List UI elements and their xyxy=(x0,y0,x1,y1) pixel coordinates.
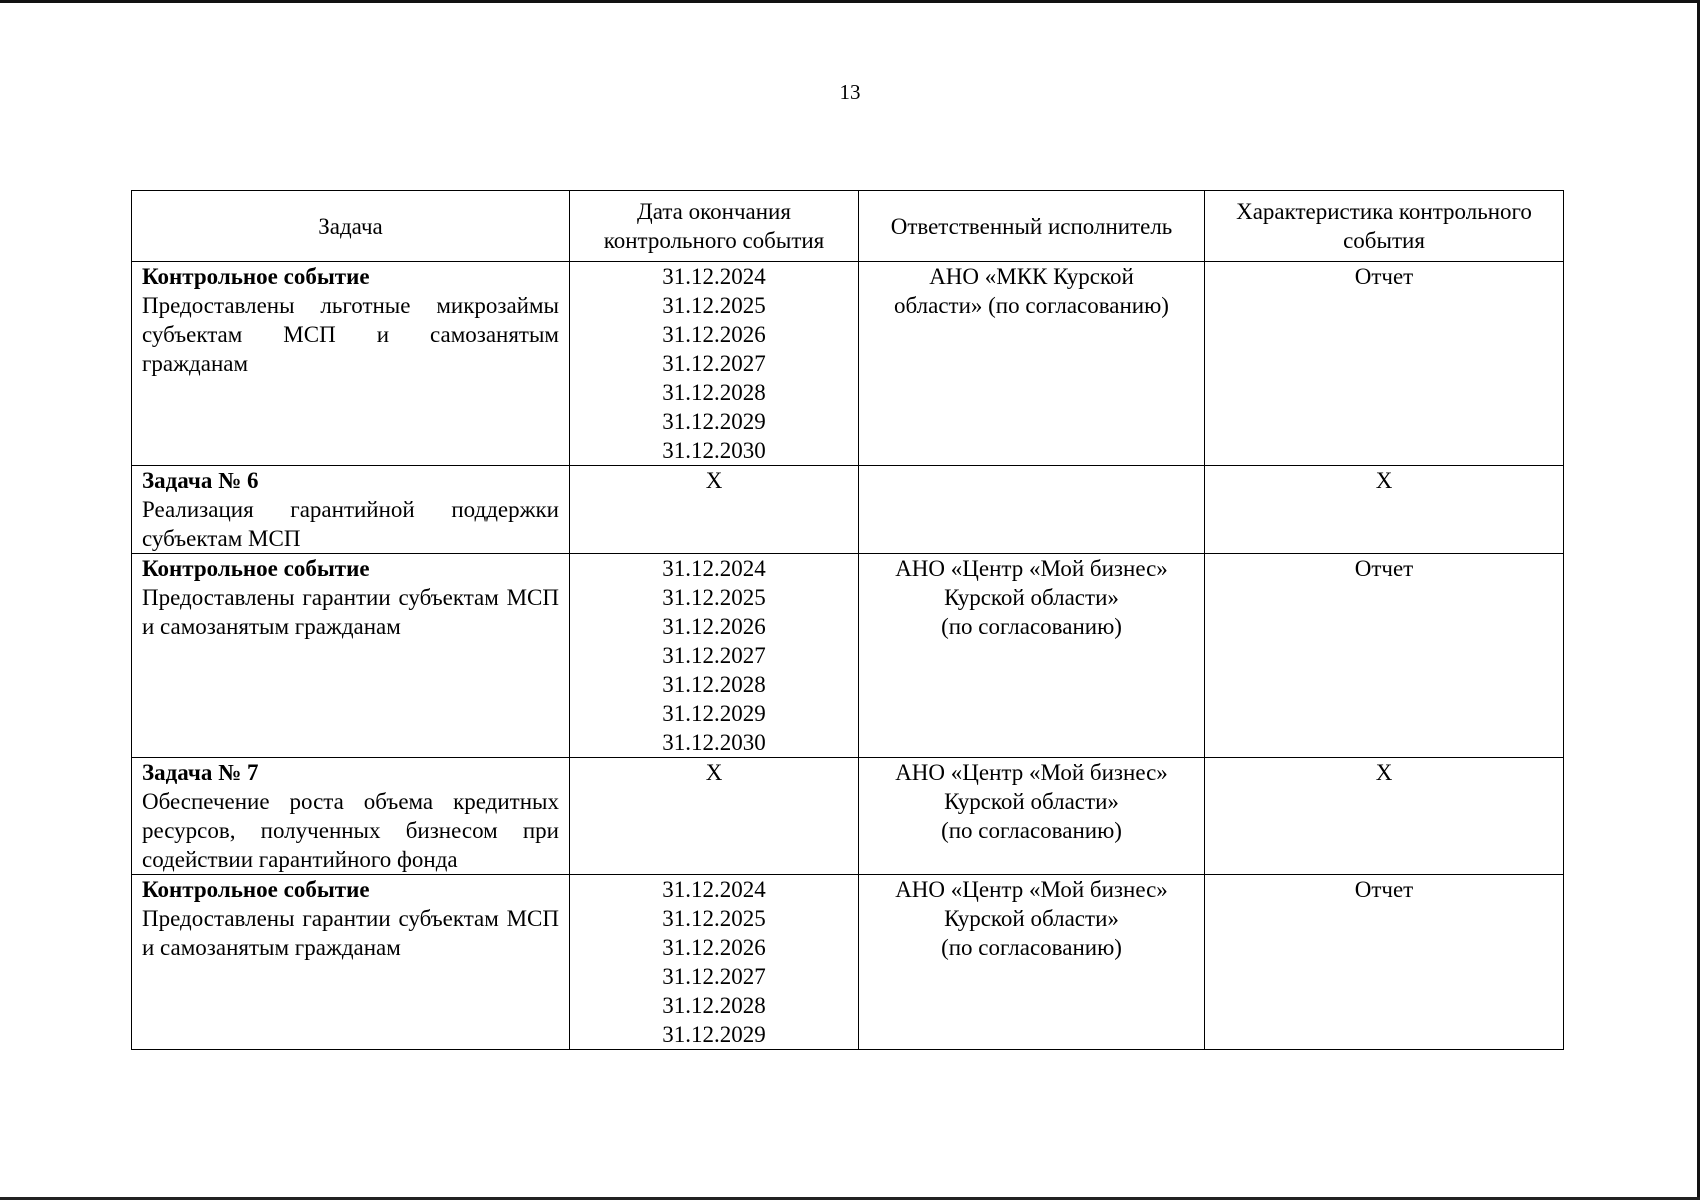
responsible-line: Курской области» xyxy=(944,585,1119,610)
date-value: 31.12.2029 xyxy=(662,409,766,434)
header-responsible: Ответственный исполнитель xyxy=(859,191,1205,262)
table-row xyxy=(132,262,1564,466)
date-value: 31.12.2025 xyxy=(662,906,766,931)
date-value: 31.12.2024 xyxy=(662,264,766,289)
dates-cell xyxy=(570,262,859,466)
task-description: Предоставлены гарантии субъектам МСП и самозанятым гражданам xyxy=(142,585,559,639)
date-value: 31.12.2030 xyxy=(662,438,766,463)
characteristic-cell: Отчет xyxy=(1205,875,1564,1050)
table-row xyxy=(132,875,1564,1050)
header-end-date: Дата окончания контрольного события xyxy=(570,191,859,262)
header-characteristic: Характеристика контрольного события xyxy=(1205,191,1564,262)
date-value: 31.12.2027 xyxy=(662,964,766,989)
page-border-top xyxy=(0,0,1700,3)
page-number: 13 xyxy=(839,80,861,104)
responsible-line: Курской области» xyxy=(944,789,1119,814)
header-task: Задача xyxy=(132,191,570,262)
date-value: 31.12.2027 xyxy=(662,351,766,376)
task-description: Предоставлены гарантии субъектам МСП и самозанятым гражданам xyxy=(142,906,559,960)
dates-cell xyxy=(570,466,859,554)
task-description: Предоставлены льготные микрозаймы субъектам МСП и самозанятым гражданам xyxy=(142,293,559,376)
date-value: 31.12.2026 xyxy=(662,614,766,639)
responsible-cell xyxy=(859,466,1205,554)
date-value: 31.12.2024 xyxy=(662,877,766,902)
date-value: 31.12.2025 xyxy=(662,293,766,318)
date-value: 31.12.2030 xyxy=(662,730,766,755)
task-title: Задача № 7 xyxy=(142,760,259,785)
date-value: X xyxy=(705,760,723,785)
task-cell xyxy=(132,262,570,466)
responsible-line: (по согласованию) xyxy=(941,614,1122,639)
responsible-line: АНО «Центр «Мой бизнес» xyxy=(895,760,1168,785)
table-header-row xyxy=(132,191,1564,262)
responsible-line: (по согласованию) xyxy=(941,818,1122,843)
table-row xyxy=(132,554,1564,758)
date-value: 31.12.2028 xyxy=(662,672,766,697)
characteristic-cell: X xyxy=(1205,758,1564,875)
responsible-line: АНО «МКК Курской xyxy=(929,264,1134,289)
date-value: X xyxy=(705,468,723,493)
task-cell xyxy=(132,875,570,1050)
task-title: Контрольное событие xyxy=(142,877,370,902)
date-value: 31.12.2024 xyxy=(662,556,766,581)
responsible-cell xyxy=(859,262,1205,466)
task-cell xyxy=(132,554,570,758)
task-title: Задача № 6 xyxy=(142,468,259,493)
date-value: 31.12.2026 xyxy=(662,322,766,347)
task-description: Реализация гарантийной поддержки субъектам МСП xyxy=(142,497,559,551)
date-value: 31.12.2029 xyxy=(662,1022,766,1047)
date-value: 31.12.2028 xyxy=(662,380,766,405)
table-row xyxy=(132,466,1564,554)
dates-cell xyxy=(570,875,859,1050)
characteristic-cell: X xyxy=(1205,466,1564,554)
date-value: 31.12.2025 xyxy=(662,585,766,610)
responsible-line: АНО «Центр «Мой бизнес» xyxy=(895,556,1168,581)
responsible-cell xyxy=(859,758,1205,875)
characteristic-cell: Отчет xyxy=(1205,262,1564,466)
date-value: 31.12.2026 xyxy=(662,935,766,960)
responsible-line: Курской области» xyxy=(944,906,1119,931)
date-value: 31.12.2027 xyxy=(662,643,766,668)
task-description: Обеспечение роста объема кредитных ресурсов, полученных бизнесом при содействии гарантийного фонда xyxy=(142,789,559,872)
control-events-table xyxy=(131,190,1564,1050)
task-cell xyxy=(132,758,570,875)
characteristic-cell: Отчет xyxy=(1205,554,1564,758)
responsible-line: АНО «Центр «Мой бизнес» xyxy=(895,877,1168,902)
responsible-cell xyxy=(859,875,1205,1050)
dates-cell xyxy=(570,758,859,875)
dates-cell xyxy=(570,554,859,758)
task-title: Контрольное событие xyxy=(142,264,370,289)
date-value: 31.12.2028 xyxy=(662,993,766,1018)
task-title: Контрольное событие xyxy=(142,556,370,581)
date-value: 31.12.2029 xyxy=(662,701,766,726)
responsible-line: (по согласованию) xyxy=(941,935,1122,960)
task-cell xyxy=(132,466,570,554)
table-row xyxy=(132,758,1564,875)
responsible-line: области» (по согласованию) xyxy=(894,293,1169,318)
responsible-cell xyxy=(859,554,1205,758)
